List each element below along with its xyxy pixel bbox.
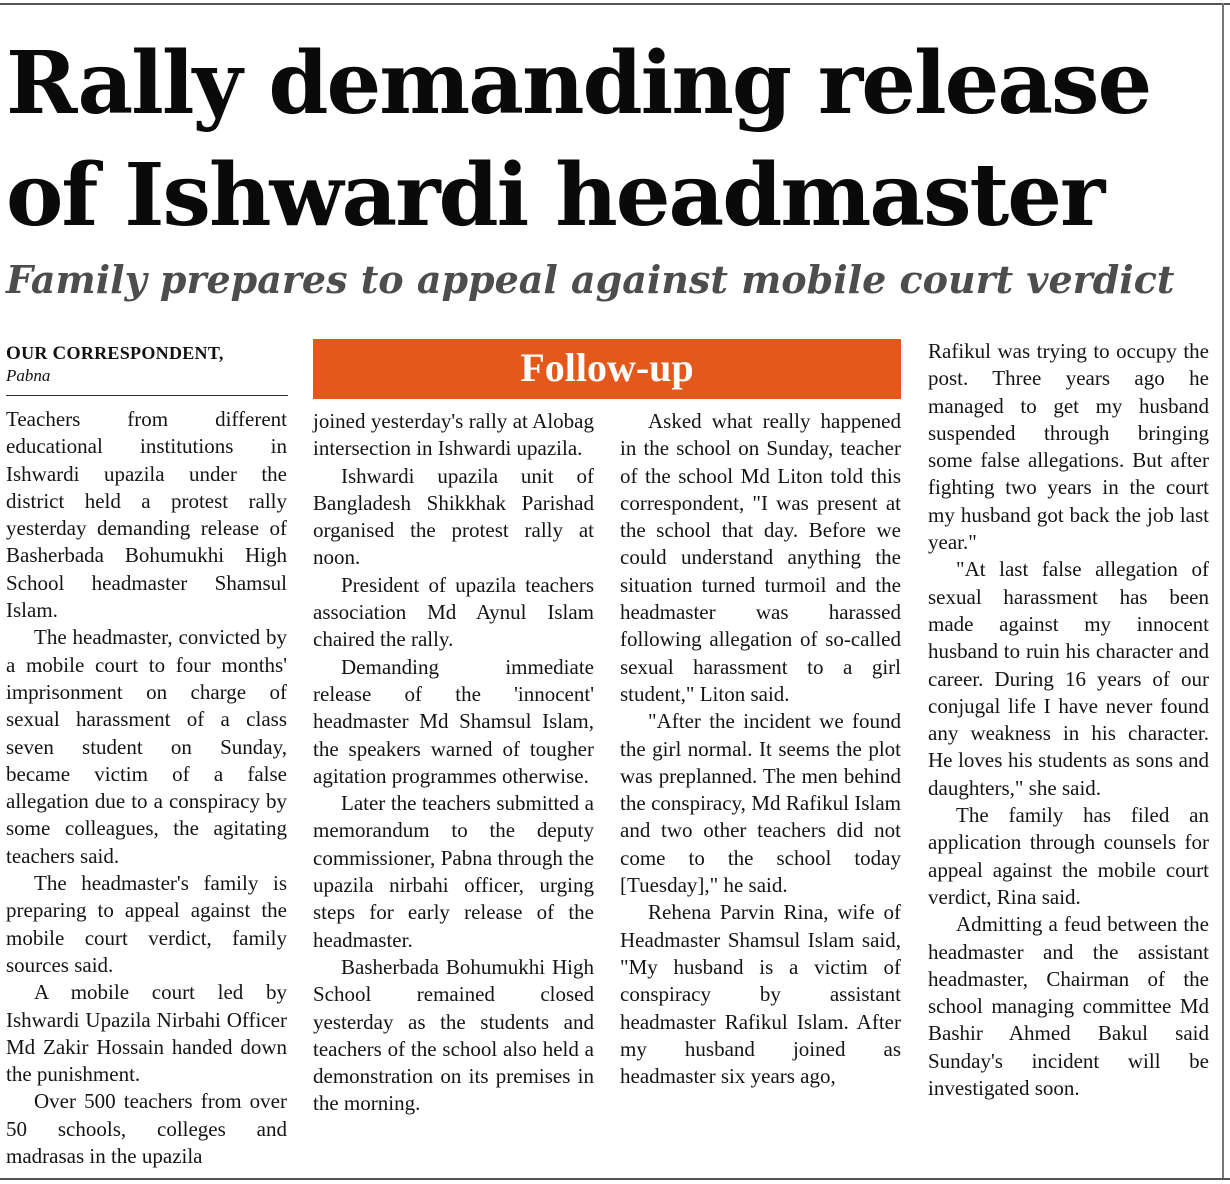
- byline-divider: [6, 395, 288, 396]
- paragraph: Teachers from different educational institutions in Ishwardi upazila under the district held a protest rally yesterday demanding release of Basherbada Bohumukhi High School headmaster Shamsul Islam.: [6, 407, 287, 623]
- paragraph: joined yesterday's rally at Alobag intersection in Ishwardi upazila.: [313, 409, 594, 461]
- article-column-1: [6, 406, 287, 1170]
- paragraph: The headmaster, convicted by a mobile court to four months' imprisonment on charge of sexual harassment of a class seven student on Sunday, became victim of a false allegation due to a conspiracy by some colleagues, the agitating teachers said.: [6, 625, 287, 868]
- paragraph: Demanding immediate release of the 'innocent' headmaster Md Shamsul Islam, the speakers warned of tougher agitation programmes otherwise.: [313, 654, 594, 788]
- paragraph: Over 500 teachers from over 50 schools, colleges and madrasas in the upazila: [6, 1089, 287, 1169]
- subheadline: Family prepares to appeal against mobile court verdict: [6, 257, 1175, 302]
- paragraph: Rafikul was trying to occupy the post. Three years ago he managed to get my husband suspended through bringing some false allegations. But after fighting two years in the court my husband got back the job last year.": [928, 339, 1209, 555]
- byline: [6, 342, 288, 387]
- paragraph: "After the incident we found the girl normal. It seems the plot was preplanned. The men behind the conspiracy, Md Rafikul Islam and two other teachers did not come to the school today [Tuesday]," he said.: [620, 709, 901, 898]
- top-rule: [0, 3, 1230, 5]
- bottom-rule: [0, 1178, 1230, 1180]
- byline-name: OUR CORRESPONDENT,: [6, 343, 224, 364]
- paragraph: Basherbada Bohumukhi High School remained closed yesterday as the students and teachers of the school also held a demonstration on its premises in the morning.: [313, 954, 594, 1116]
- byline-place: Pabna: [6, 366, 51, 385]
- paragraph: Ishwardi upazila unit of Bangladesh Shikkhak Parishad organised the protest rally at noon.: [313, 463, 594, 570]
- headline: Rally demanding release of Ishwardi headmaster: [6, 33, 1151, 246]
- article-column-2: [313, 408, 594, 1118]
- paragraph: The family has filed an application through counsels for appeal against the mobile court verdict, Rina said.: [928, 803, 1209, 909]
- right-rule: [1222, 3, 1224, 1180]
- article-column-3: [620, 408, 901, 1090]
- paragraph: The headmaster's family is preparing to appeal against the mobile court verdict, family sources said.: [6, 871, 287, 977]
- paragraph: Asked what really happened in the school on Sunday, teacher of the school Md Liton told this correspondent, "I was present at the school that day. Before we could understand anything the situation turned turmoil and the headmaster was harassed following allegation of so-called sexual harassment to a girl student," Liton said.: [620, 409, 901, 706]
- paragraph: Rehena Parvin Rina, wife of Headmaster Shamsul Islam said, "My husband is a victim of conspiracy by assistant headmaster Rafikul Islam. After my husband joined as headmaster six years ago,: [620, 900, 901, 1089]
- paragraph: Admitting a feud between the headmaster and the assistant headmaster, Chairman of the school managing committee Md Bashir Ahmed Bakul said Sunday's incident will be investigated soon.: [928, 912, 1209, 1101]
- paragraph: President of upazila teachers association Md Aynul Islam chaired the rally.: [313, 572, 594, 652]
- paragraph: "At last false allegation of sexual harassment has been made against my innocent husband to ruin his character and career. During 16 years of our conjugal life I have never found any weakness in his character. He loves his students as sons and daughters," she said.: [928, 557, 1209, 800]
- follow-up-label: Follow-up: [313, 339, 901, 399]
- paragraph: A mobile court led by Ishwardi Upazila Nirbahi Officer Md Zakir Hossain handed down the punishment.: [6, 980, 287, 1087]
- article-column-4: [928, 338, 1209, 1102]
- paragraph: Later the teachers submitted a memorandum to the deputy commissioner, Pabna through the upazila nirbahi officer, urging steps for early release of the headmaster.: [313, 791, 594, 952]
